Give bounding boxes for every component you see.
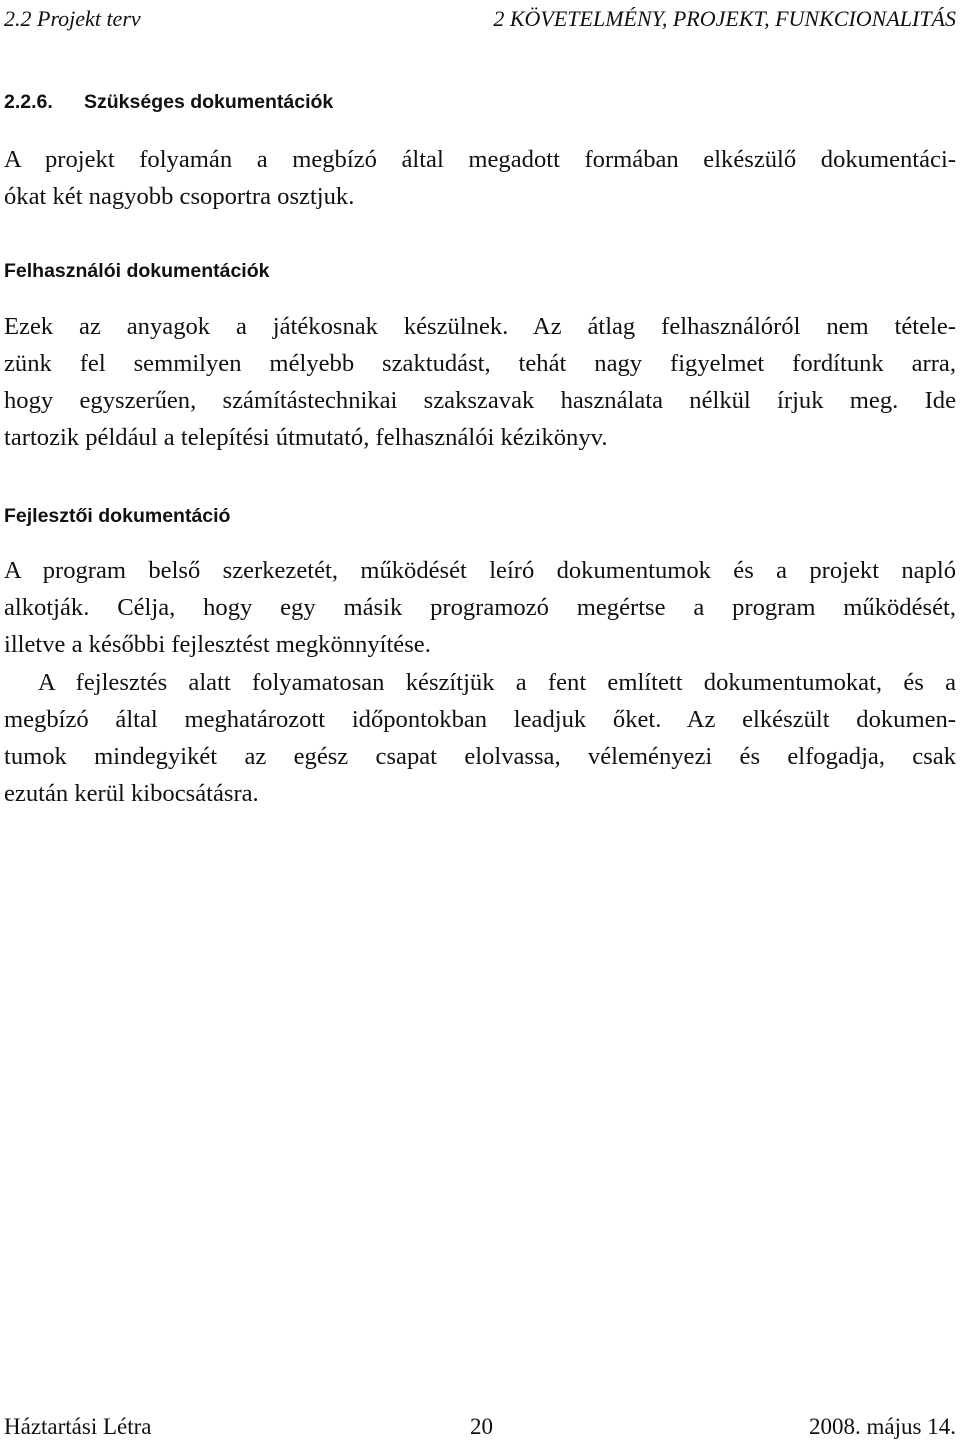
dev-docs-heading: Fejlesztői dokumentáció <box>4 505 231 527</box>
intro-paragraph <box>4 141 956 215</box>
text-line: A program belső szerkezetét, működését leíró dokumentumok és a projekt napló <box>4 557 956 584</box>
text-line: zünk fel semmilyen mélyebb szaktudást, tehát nagy figyelmet fordítunk arra, <box>4 350 956 377</box>
text-line: A fejlesztés alatt folyamatosan készítjük a fent említett dokumentumokat, és a <box>38 669 956 696</box>
section-heading <box>4 88 333 116</box>
footer-page-number: 20 <box>470 1414 493 1439</box>
text-line: tumok mindegyikét az egész csapat elolvassa, véleményezi és elfogadja, csak <box>4 743 956 770</box>
running-header <box>4 4 956 34</box>
section-number: 2.2.6. <box>4 91 53 113</box>
section-title: Szükséges dokumentációk <box>84 91 334 113</box>
header-section-label: 2.2 Projekt terv <box>4 6 141 31</box>
text-line: hogy egyszerűen, számítástechnikai szakszavak használata nélkül írjuk meg. Ide <box>4 387 956 414</box>
footer-date: 2008. május 14. <box>809 1414 956 1439</box>
text-line: alkotják. Célja, hogy egy másik programozó megértse a program működését, <box>4 594 956 621</box>
text-line: tartozik például a telepítési útmutató, felhasználói kézikönyv. <box>4 424 608 451</box>
text-line: Ezek az anyagok a játékosnak készülnek. Az átlag felhasználóról nem tétele- <box>4 313 956 340</box>
text-line: A projekt folyamán a megbízó által megadott formában elkészülő dokumentáci- <box>4 146 956 173</box>
user-docs-paragraph <box>4 308 956 456</box>
text-line: illetve a későbbi fejlesztést megkönnyítése. <box>4 631 431 658</box>
header-chapter-label: 2 KÖVETELMÉNY, PROJEKT, FUNKCIONALITÁS <box>493 6 956 31</box>
dev-docs-paragraph-1 <box>4 552 956 663</box>
page-footer <box>4 1410 956 1444</box>
text-line: megbízó által meghatározott időpontokban leadjuk őket. Az elkészült dokumen- <box>4 706 956 733</box>
text-line: ókat két nagyobb csoportra osztjuk. <box>4 183 355 210</box>
dev-docs-paragraph-2 <box>4 664 956 812</box>
footer-project-name: Háztartási Létra <box>4 1414 152 1439</box>
text-line: ezután kerül kibocsátásra. <box>4 780 259 807</box>
user-docs-heading: Felhasználói dokumentációk <box>4 260 270 282</box>
